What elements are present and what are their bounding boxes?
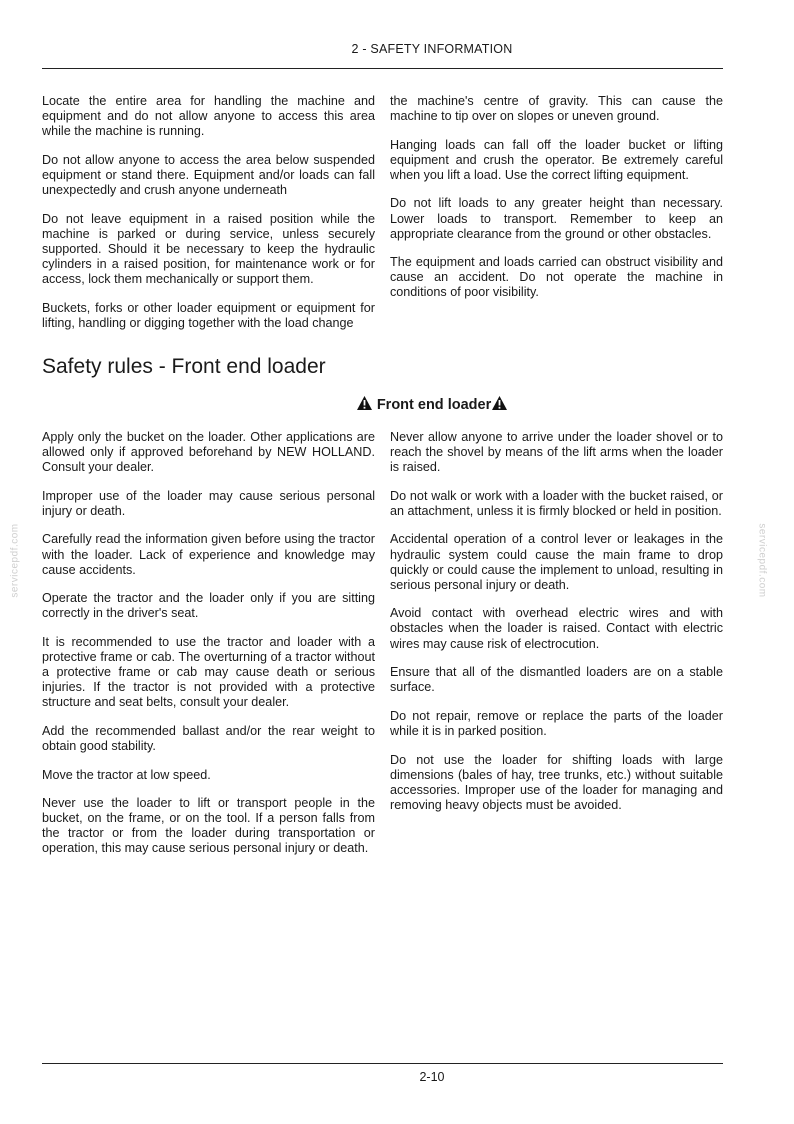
paragraph: Never use the loader to lift or transport people in the bucket, on the frame, or on the tool. If a person falls from the tractor or from the loader during transportation or operation, this may cause serious personal injury or death. [42,796,375,856]
paragraph: Operate the tractor and the loader only if you are sitting correctly in the driver's seat. [42,591,375,621]
footer-divider [42,1063,723,1064]
rules-left-column [42,430,375,870]
warning-triangle-icon [491,395,508,415]
header-title: 2 - SAFETY INFORMATION [351,42,513,56]
paragraph: Move the tractor at low speed. [42,767,211,782]
header-divider [42,68,723,69]
warning-triangle-icon [356,395,373,415]
paragraph: Avoid contact with overhead electric wires and with obstacles when the loader is raised. Contact with electric wires may cause risk of electrocution. [390,606,723,651]
paragraph: Add the recommended ballast and/or the rear weight to obtain good stability. [42,723,375,753]
paragraph: Locate the entire area for handling the machine and equipment and do not allow anyone to access this area while the machine is running. [42,94,375,139]
paragraph: Do not leave equipment in a raised position while the machine is parked or during service, unless securely supported. Should it be necessary to keep the hydraulic cylinders in a raised position, for maintenance work or for access, lock them mechanically or support them. [42,211,375,286]
intro-left-column [42,94,375,344]
paragraph: Do not use the loader for shifting loads with large dimensions (bales of hay, tree trunks, etc.) without suitable accessories. Improper use of the loader for managing and removing heavy objects must be avoided. [390,752,723,812]
intro-right-column [390,94,723,314]
watermark-right: servicepdf.com [756,523,768,598]
paragraph: It is recommended to use the tractor and loader with a protective frame or cab. The overturning of a tractor without a protective frame or cab may cause death or serious injuries. If the tractor is not provided with a protective structure and seat belts, consult your dealer. [42,634,375,710]
paragraph: Accidental operation of a control lever or leakages in the hydraulic system could cause the main frame to drop quickly or could cause the implement to unload, resulting in serious personal injury or death. [390,532,723,592]
rules-right-column [390,430,723,826]
section-title: Safety rules - Front end loader [42,355,326,378]
paragraph: Hanging loads can fall off the loader bucket or lifting equipment and crush the operator. Be extremely careful when you lift a load. Use the correct lifting equipment. [390,137,723,182]
paragraph: Do not repair, remove or replace the parts of the loader while it is in parked position. [390,708,723,738]
paragraph: Never allow anyone to arrive under the loader shovel or to reach the shovel by means of the lift arms when the loader is raised. [390,430,723,475]
paragraph: Improper use of the loader may cause serious personal injury or death. [42,488,375,518]
paragraph: Do not lift loads to any greater height than necessary. Lower loads to transport. Remember to keep an appropriate clearance from the ground or other obstacles. [390,196,723,241]
warning-subheader [0,395,794,415]
paragraph: The equipment and loads carried can obstruct visibility and cause an accident. Do not operate the machine in conditions of poor visibility. [390,255,723,300]
paragraph: Buckets, forks or other loader equipment or equipment for lifting, handling or digging together with the load change [42,300,375,330]
paragraph: Do not allow anyone to access the area below suspended equipment or stand there. Equipment and/or loads can fall unexpectedly and crush anyone underneath [42,152,375,197]
paragraph: the machine's centre of gravity. This can cause the machine to tip over on slopes or uneven ground. [390,94,723,124]
paragraph: Apply only the bucket on the loader. Other applications are allowed only if approved beforehand by NEW HOLLAND. Consult your dealer. [42,430,375,475]
paragraph: Carefully read the information given before using the tractor with the loader. Lack of experience and knowledge may cause accidents. [42,532,375,577]
paragraph: Do not walk or work with a loader with the bucket raised, or an attachment, unless it is firmly blocked or held in position. [390,488,723,518]
subheader-label: Front end loader [376,397,492,413]
watermark-left: servicepdf.com [9,523,21,598]
page-number: 2-10 [419,1070,445,1084]
paragraph: Ensure that all of the dismantled loaders are on a stable surface. [390,665,723,695]
